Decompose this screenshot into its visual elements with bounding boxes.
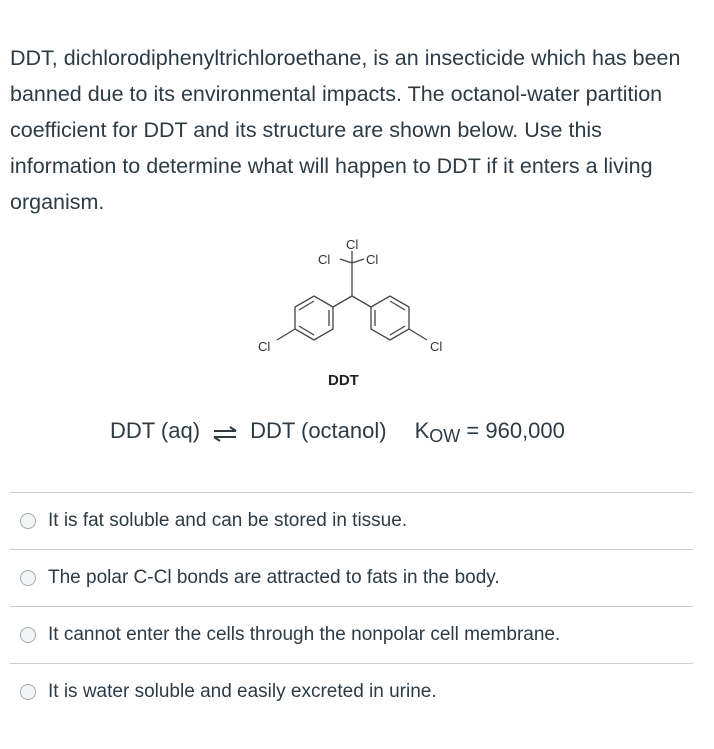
radio-button-1[interactable] — [20, 513, 36, 529]
question-text: DDT, dichlorodiphenyltrichloroethane, is an insecticide which has been banned due to its environmental impacts. The octanol-water partition coefficient for DDT and its structure are shown below. Use this information to determine what will happen to DDT if it enters a living organism. — [10, 46, 681, 214]
ddt-bonds — [277, 251, 427, 340]
cl-atom-top: Cl — [346, 237, 359, 252]
answer-option-1[interactable] — [10, 492, 693, 549]
cl-atom-right-ring: Cl — [430, 339, 443, 354]
cl-atom-right-top: Cl — [366, 252, 379, 267]
radio-button-4[interactable] — [20, 684, 36, 700]
k-label: K — [414, 418, 430, 443]
answer-option-2-text: The polar C-Cl bonds are attracted to fats in the body. — [48, 567, 500, 588]
ddt-structure-diagram — [240, 232, 480, 392]
answer-option-3[interactable] — [10, 606, 693, 663]
answer-options — [10, 492, 693, 721]
answer-option-1-text: It is fat soluble and can be stored in tissue. — [48, 510, 408, 531]
structure-name: DDT — [328, 372, 359, 389]
cl-atom-left-top: Cl — [318, 252, 331, 267]
partition-equation — [110, 418, 565, 444]
equation-right: DDT (octanol) — [250, 418, 387, 443]
equation-left: DDT (aq) — [110, 418, 201, 443]
cl-atom-left-ring: Cl — [258, 339, 271, 354]
k-subscript: OW — [429, 426, 461, 446]
answer-option-4-text: It is water soluble and easily excreted in urine. — [48, 681, 437, 702]
radio-button-2[interactable] — [20, 570, 36, 586]
radio-button-3[interactable] — [20, 627, 36, 643]
k-value: = 960,000 — [466, 418, 565, 443]
equilibrium-arrow-icon — [210, 426, 240, 442]
answer-option-2[interactable] — [10, 549, 693, 606]
answer-option-4[interactable] — [10, 663, 693, 721]
answer-option-3-text: It cannot enter the cells through the nonpolar cell membrane. — [48, 624, 561, 645]
